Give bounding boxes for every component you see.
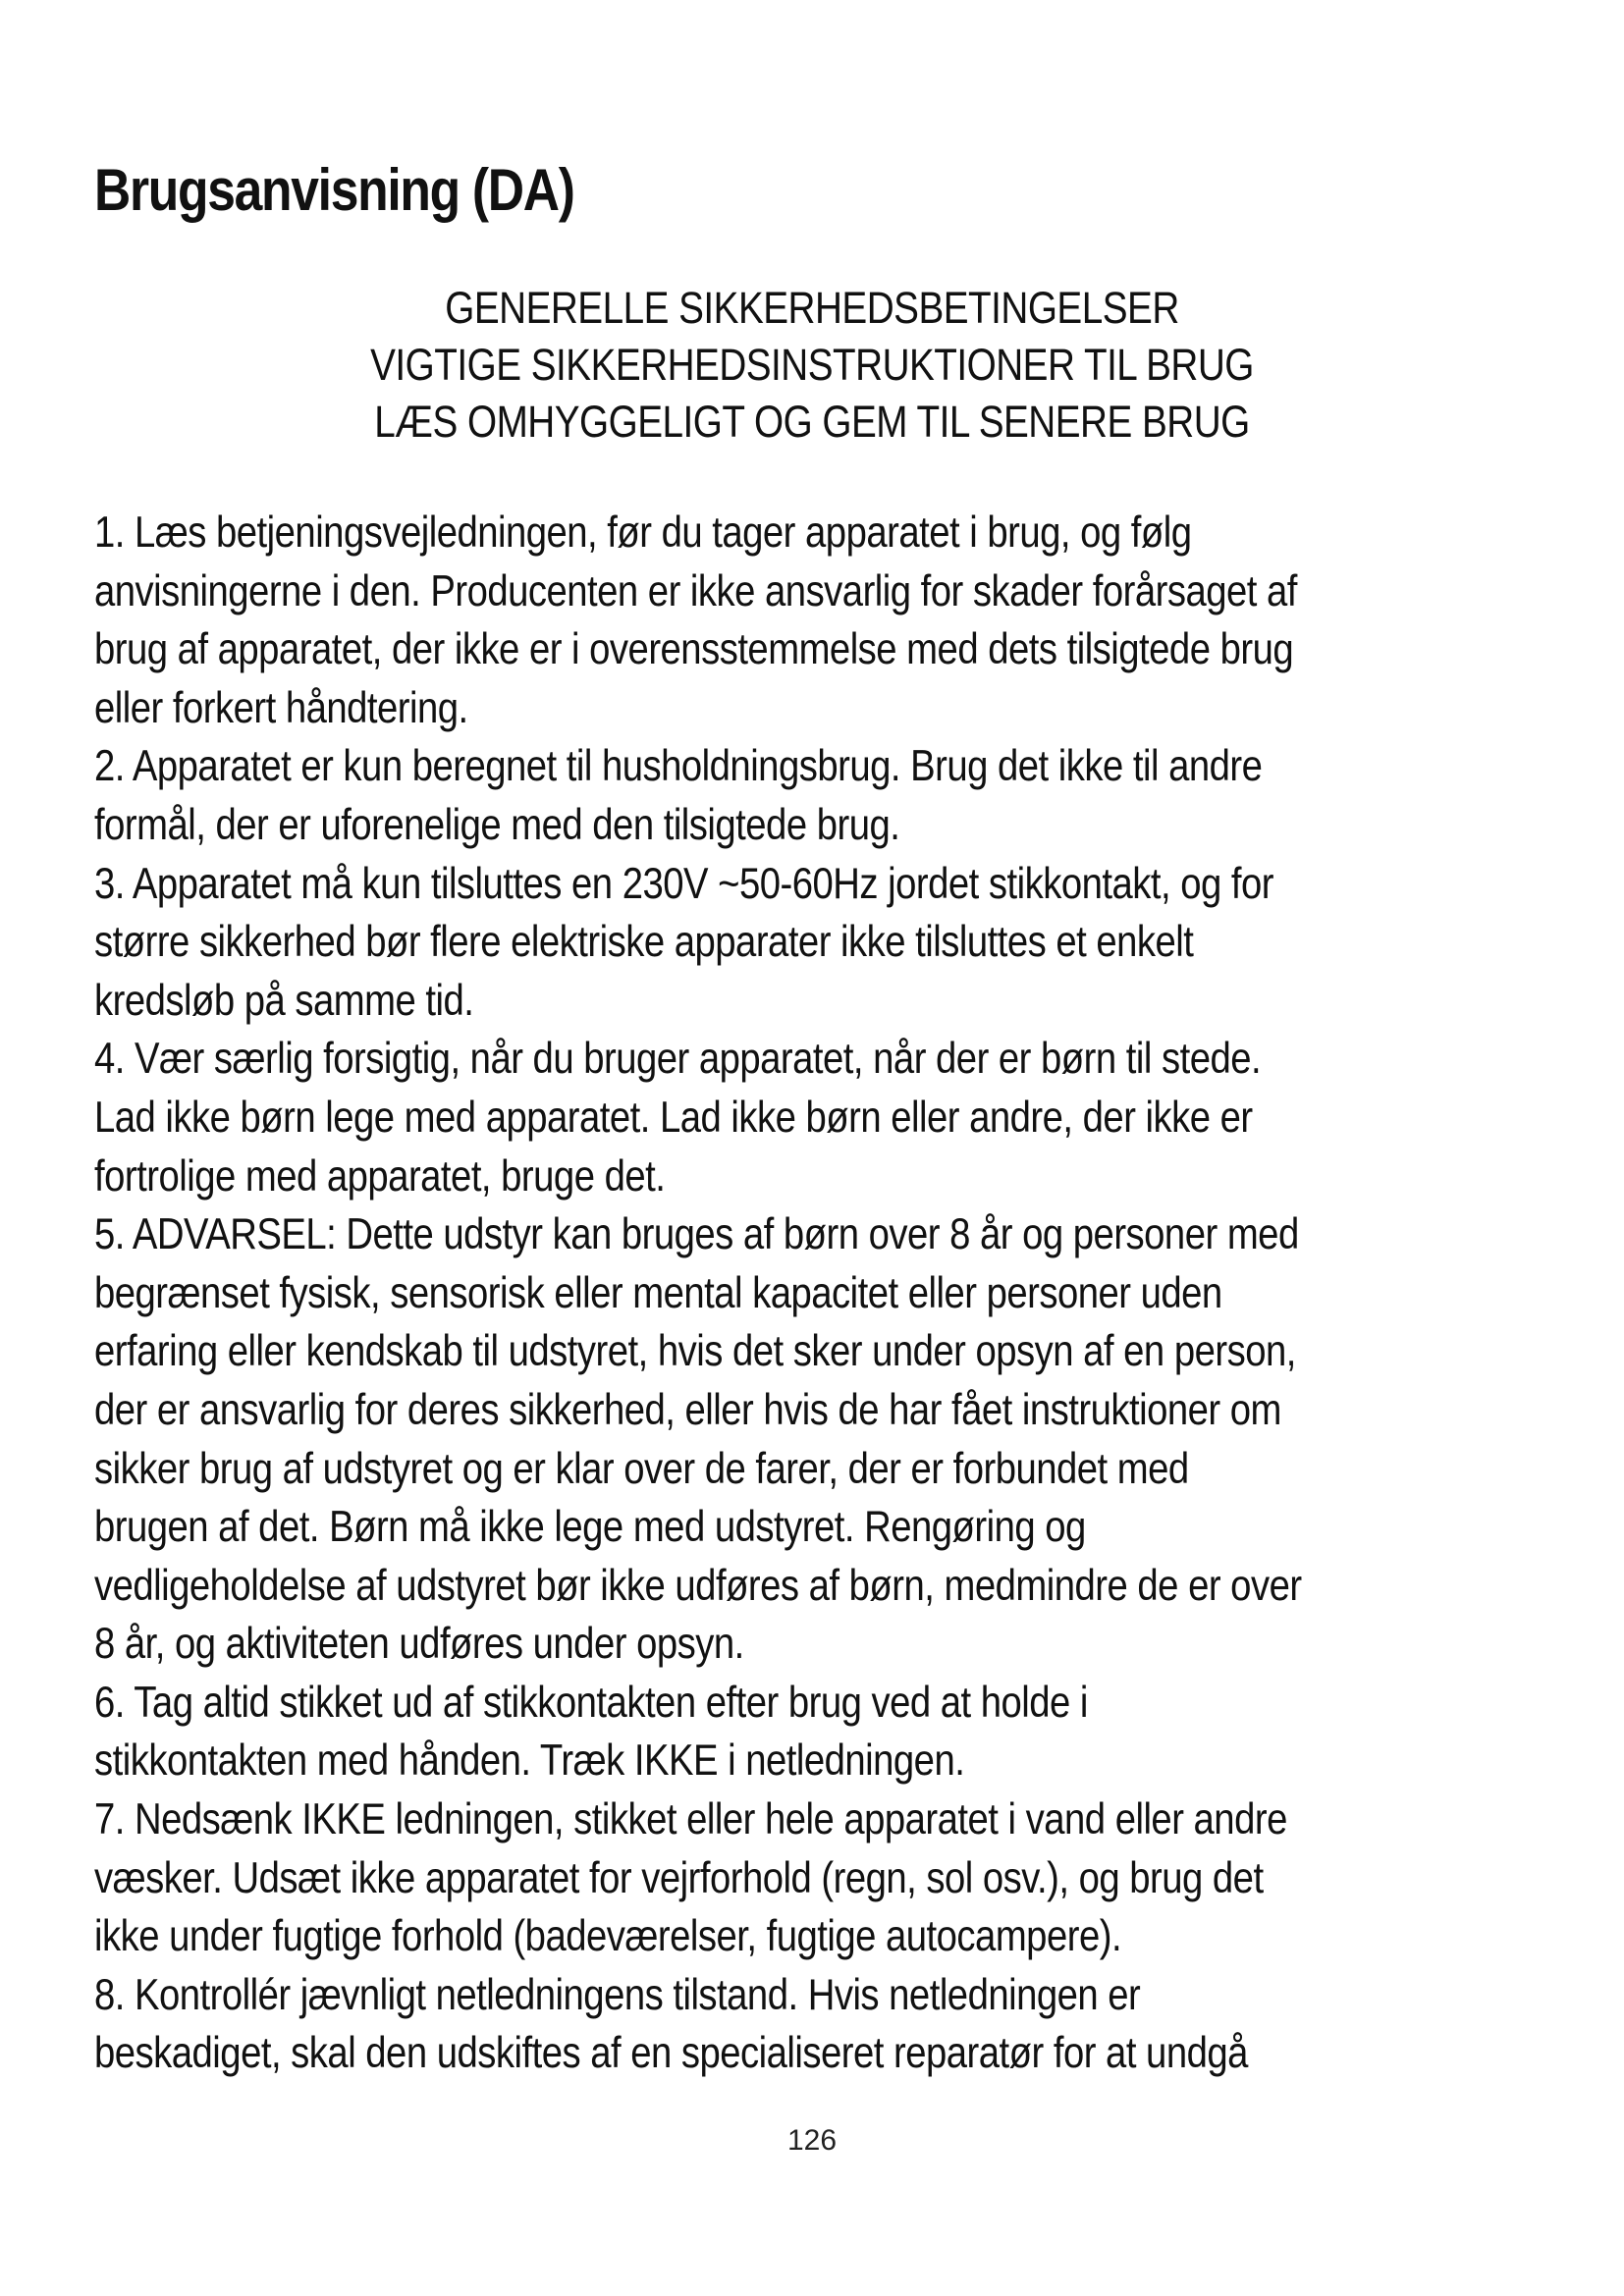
page-title: Brugsanvisning (DA) (94, 157, 574, 223)
text-line: brug af apparatet, der ikke er i overensstemmelse med dets tilsigtede brug (94, 625, 1294, 674)
heading-line: GENERELLE SIKKERHEDSBETINGELSER (445, 283, 1179, 333)
text-line: Lad ikke børn lege med apparatet. Lad ikke børn eller andre, der ikke er (94, 1093, 1253, 1142)
instructions-body (94, 504, 1528, 2083)
text-line: eller forkert håndtering. (94, 683, 468, 732)
text-line: fortrolige med apparatet, bruge det. (94, 1151, 666, 1201)
text-line: 8 år, og aktiviteten udføres under opsyn. (94, 1620, 744, 1669)
text-line: 7. Nedsænk IKKE ledningen, stikket eller hele apparatet i vand eller andre (94, 1795, 1287, 1844)
text-line: 1. Læs betjeningsvejledningen, før du tager apparatet i brug, og følg (94, 508, 1192, 557)
text-line: større sikkerhed bør flere elektriske apparater ikke tilsluttes et enkelt (94, 918, 1194, 967)
text-line: formål, der er uforenelige med den tilsigtede brug. (94, 800, 900, 849)
text-line: kredsløb på samme tid. (94, 976, 474, 1025)
heading-line: LÆS OMHYGGELIGT OG GEM TIL SENERE BRUG (374, 397, 1250, 447)
text-line: 6. Tag altid stikket ud af stikkontakten efter brug ved at holde i (94, 1678, 1088, 1727)
text-line: vedligeholdelse af udstyret bør ikke udføres af børn, medmindre de er over (94, 1561, 1302, 1610)
text-line: der er ansvarlig for deres sikkerhed, eller hvis de har fået instruktioner om (94, 1385, 1281, 1434)
text-line: sikker brug af udstyret og er klar over de farer, der er forbundet med (94, 1444, 1189, 1493)
text-line: begrænset fysisk, sensorisk eller mental kapacitet eller personer uden (94, 1268, 1222, 1317)
text-line: beskadiget, skal den udskiftes af en specialiseret reparatør for at undgå (94, 2029, 1248, 2078)
text-line: brugen af det. Børn må ikke lege med udstyret. Rengøring og (94, 1503, 1086, 1552)
text-line: 2. Apparatet er kun beregnet til husholdningsbrug. Brug det ikke til andre (94, 742, 1263, 791)
text-line: stikkontakten med hånden. Træk IKKE i netledningen. (94, 1736, 965, 1786)
text-line: anvisningerne i den. Producenten er ikke ansvarlig for skader forårsaget af (94, 566, 1297, 615)
text-line: væsker. Udsæt ikke apparatet for vejrforhold (regn, sol osv.), og brug det (94, 1853, 1264, 1902)
text-line: 3. Apparatet må kun tilsluttes en 230V ~50-60Hz jordet stikkontakt, og for (94, 859, 1273, 908)
text-line: 8. Kontrollér jævnligt netledningens tilstand. Hvis netledningen er (94, 1970, 1141, 2019)
safety-headings (0, 280, 1624, 451)
page-number: 126 (786, 2124, 838, 2157)
text-line: ikke under fugtige forhold (badeværelser, fugtige autocampere). (94, 1912, 1122, 1961)
text-line: erfaring eller kendskab til udstyret, hvis det sker under opsyn af en person, (94, 1327, 1296, 1376)
text-line: 4. Vær særlig forsigtig, når du bruger apparatet, når der er børn til stede. (94, 1035, 1262, 1084)
heading-line: VIGTIGE SIKKERHEDSINSTRUKTIONER TIL BRUG (370, 340, 1254, 390)
text-line: 5. ADVARSEL: Dette udstyr kan bruges af børn over 8 år og personer med (94, 1210, 1299, 1259)
